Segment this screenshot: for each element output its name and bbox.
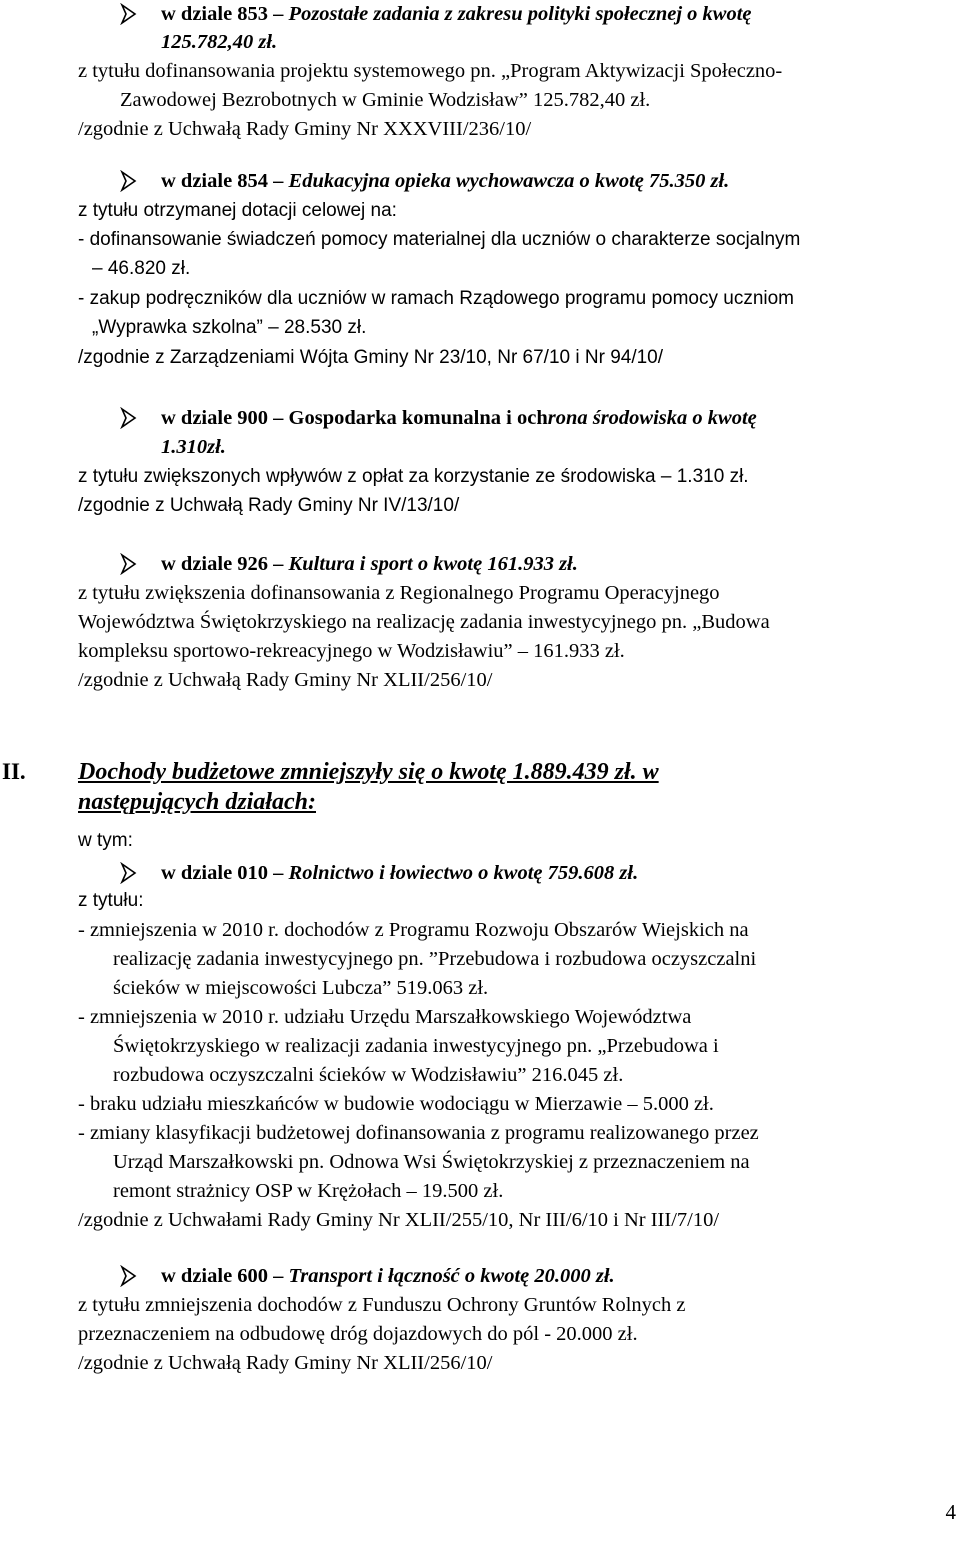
arrow-bullet-icon [120, 1265, 138, 1287]
section-600-heading: w dziale 600 – Transport i łączność o kwotę 20.000 zł. [161, 1265, 615, 1287]
section-010-item: - braku udziału mieszkańców w budowie wodociągu w Mierzawie – 5.000 zł. [78, 1093, 714, 1115]
section-926-text: z tytułu zwiększenia dofinansowania z Regionalnego Programu Operacyjnego [78, 582, 720, 604]
section-900-text: z tytułu zwiększonych wpływów z opłat za korzystanie ze środowiska – 1.310 zł. [78, 466, 749, 487]
page-number: 4 [945, 1500, 956, 1524]
arrow-bullet-icon [120, 407, 138, 429]
section-010-item: remont strażnicy OSP w Krężołach – 19.500 zł. [113, 1180, 504, 1202]
section-854-item: „Wyprawka szkolna” – 28.530 zł. [92, 317, 367, 338]
section-900-amount: 1.310zł. [161, 436, 226, 458]
arrow-bullet-icon [120, 553, 138, 575]
section-010-item: realizację zadania inwestycyjnego pn. ”Przebudowa i rozbudowa oczyszczalni [113, 948, 757, 970]
section-854-basis: /zgodnie z Zarządzeniami Wójta Gminy Nr 23/10, Nr 67/10 i Nr 94/10/ [78, 347, 664, 368]
section-010-item: Urząd Marszałkowski pn. Odnowa Wsi Świętokrzyskiej z przeznaczeniem na [113, 1151, 750, 1173]
section-2-intro: w tym: [78, 830, 133, 851]
section-926-text: kompleksu sportowo-rekreacyjnego w Wodzisławiu” – 161.933 zł. [78, 640, 625, 662]
section-010-item: Świętokrzyskiego w realizacji zadania inwestycyjnego pn. „Przebudowa i [113, 1035, 719, 1057]
section-853-text: z tytułu dofinansowania projektu systemowego pn. „Program Aktywizacji Społeczno- [78, 60, 783, 82]
section-854-item: - zakup podręczników dla uczniów w ramach Rządowego programu pomocy uczniom [78, 288, 794, 309]
section-854-item: – 46.820 zł. [92, 258, 191, 279]
section-926-heading: w dziale 926 – Kultura i sport o kwotę 161.933 zł. [161, 553, 578, 575]
section-900-heading: w dziale 900 – Gospodarka komunalna i ochrona środowiska o kwotę [161, 407, 757, 429]
section-853-amount: 125.782,40 zł. [161, 31, 278, 53]
arrow-bullet-icon [120, 170, 138, 192]
section-900-basis: /zgodnie z Uchwałą Rady Gminy Nr IV/13/10/ [78, 495, 460, 516]
section-853-text: Zawodowej Bezrobotnych w Gminie Wodzisław” 125.782,40 zł. [120, 89, 651, 111]
section-853-heading: w dziale 853 – Pozostałe zadania z zakresu polityki społecznej o kwotę [161, 3, 752, 25]
section-854-item: - dofinansowanie świadczeń pomocy materialnej dla uczniów o charakterze socjalnym [78, 229, 801, 250]
section-926-text: Województwa Świętokrzyskiego na realizację zadania inwestycyjnego pn. „Budowa [78, 611, 770, 633]
section-010-item: - zmiany klasyfikacji budżetowej dofinansowania z programu realizowanego przez [78, 1122, 759, 1144]
section-010-item: ścieków w miejscowości Lubcza” 519.063 zł. [113, 977, 489, 999]
section-854-text: z tytułu otrzymanej dotacji celowej na: [78, 200, 397, 221]
arrow-bullet-icon [120, 862, 138, 884]
section-926-basis: /zgodnie z Uchwałą Rady Gminy Nr XLII/256/10/ [78, 669, 493, 691]
section-010-basis: /zgodnie z Uchwałami Rady Gminy Nr XLII/255/10, Nr III/6/10 i Nr III/7/10/ [78, 1209, 720, 1231]
section-853-basis: /zgodnie z Uchwałą Rady Gminy Nr XXXVIII/236/10/ [78, 118, 532, 140]
section-numeral: II. [2, 759, 26, 784]
section-010-heading: w dziale 010 – Rolnictwo i łowiectwo o kwotę 759.608 zł. [161, 862, 639, 884]
section-600-basis: /zgodnie z Uchwałą Rady Gminy Nr XLII/256/10/ [78, 1352, 493, 1374]
section-010-item: - zmniejszenia w 2010 r. udziału Urzędu Marszałkowskiego Województwa [78, 1006, 692, 1028]
section-854-heading: w dziale 854 – Edukacyjna opieka wychowawcza o kwotę 75.350 zł. [161, 170, 730, 192]
section-600-text: z tytułu zmniejszenia dochodów z Funduszu Ochrony Gruntów Rolnych z [78, 1294, 686, 1316]
section-600-text: przeznaczeniem na odbudowę dróg dojazdowych do pól - 20.000 zł. [78, 1323, 638, 1345]
section-2-heading-line1: Dochody budżetowe zmniejszyły się o kwotę 1.889.439 zł. w [78, 759, 659, 785]
section-010-item: rozbudowa oczyszczalni ścieków w Wodzisławiu” 216.045 zł. [113, 1064, 624, 1086]
arrow-bullet-icon [120, 3, 138, 25]
section-2-heading-line2: następujących działach: [78, 789, 316, 815]
section-010-intro: z tytułu: [78, 890, 144, 911]
section-010-item: - zmniejszenia w 2010 r. dochodów z Programu Rozwoju Obszarów Wiejskich na [78, 919, 749, 941]
